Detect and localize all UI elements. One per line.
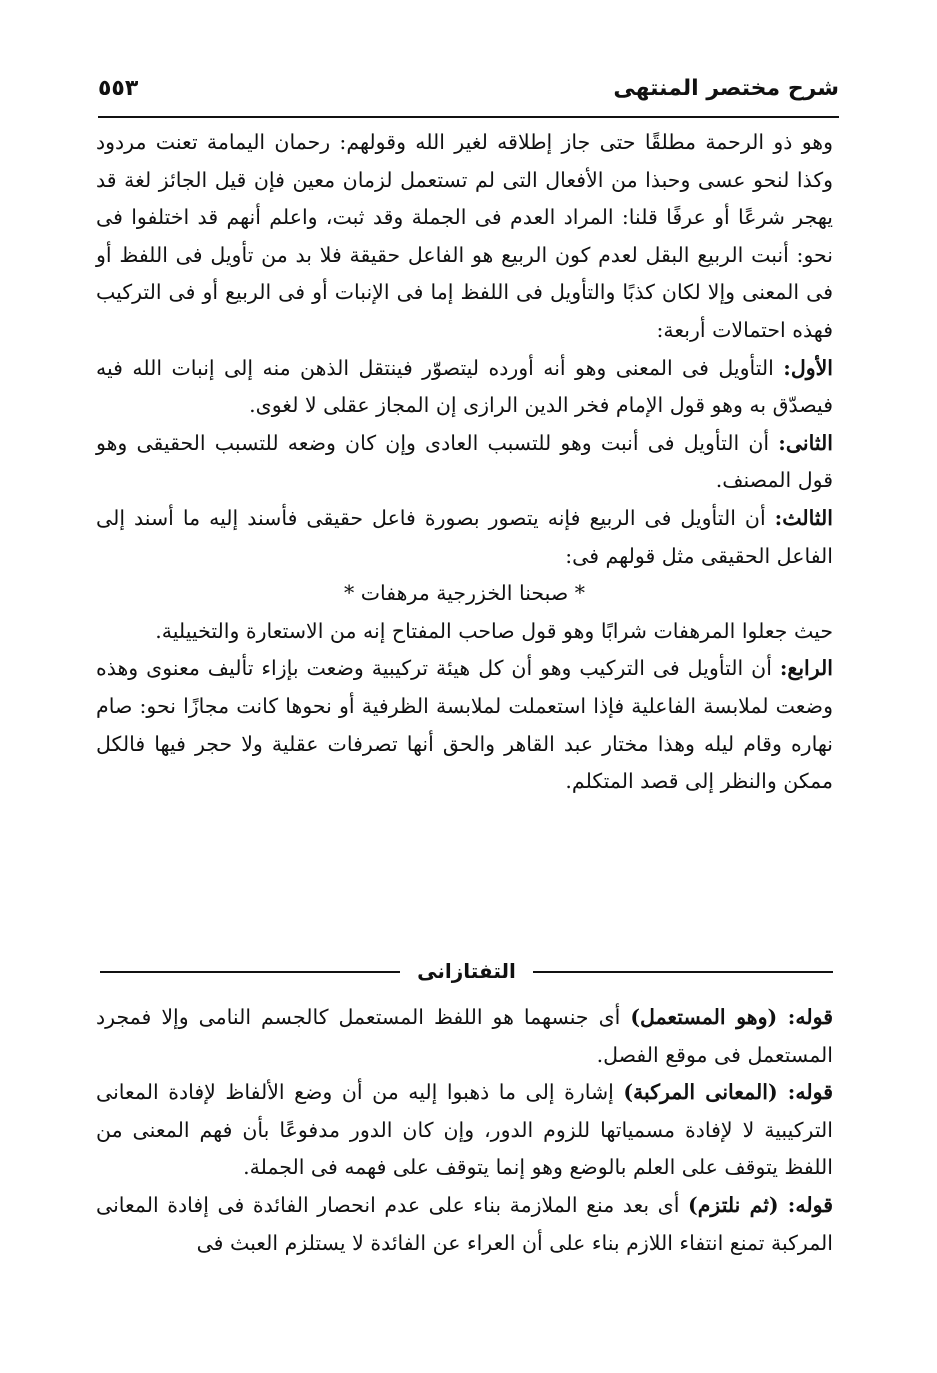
commentary-paragraph (96, 1187, 833, 1262)
commentary-title: التفتازانى (417, 959, 516, 983)
running-title: شرح مختصر المنتهى (613, 76, 839, 101)
paragraph-lead: الرابع: (779, 656, 833, 681)
paragraph (96, 650, 833, 800)
paragraph: حيث جعلوا المرهفات شرابًا وهو قول صاحب المفتاح إنه من الاستعارة والتخييلية. (155, 618, 833, 643)
main-text (96, 124, 833, 801)
commentary-lead: قوله: (المعانى المركبة) (623, 1080, 833, 1105)
commentary-paragraph (96, 1074, 833, 1187)
paragraph: وهو ذو الرحمة مطلقًا حتى جاز إطلاقه لغير الله وقولهم: رحمان اليمامة تعنت مردود وكذا لنحو عسى وحبذا من الأفعال التى لم تستعمل لزمان معين فإن قيل الجائز لغة قد يهجر شرعًا أو عرفًا قلنا: المراد العدم فى الجملة وقد ثبت، واعلم أنهم قد اختلفوا فى نحو: أنبت الربيع البقل لعدم كون الربيع هو الفاعل حقيقة فلا بد من تأويل فى اللفظ أو فى المعنى وإلا لكان كذبًا والتأويل فى اللفظ إما فى الإنبات أو فى الربيع أو فى التركيب فهذه احتمالات أربعة: (96, 130, 833, 342)
commentary-body: أى جنسهما هو اللفظ المستعمل كالجسم النامى وإلا فمجرد المستعمل فى موقع الفصل. (96, 1005, 833, 1067)
commentary-separator (100, 954, 833, 988)
paragraph-lead: الثانى: (778, 430, 833, 455)
paragraph-text: أن التأويل فى التركيب وهو أن كل هيئة تركيبية وضعت بإزاء تأليف معنوى وهذه وضعت لملابسة الفاعلية فإذا استعملت لملابسة الظرفية أو نحوها كانت مجازًا نحو: صام نهاره وقام ليله وهذا مختار عبد القاهر والحق أنها تصرفات عقلية ولا حجر فيها فالكل ممكن والنظر إلى قصد المتكلم. (96, 656, 833, 794)
page-header (98, 72, 839, 112)
page-number: ٥٥٣ (98, 76, 139, 101)
header-rule (98, 116, 839, 118)
commentary-text (96, 999, 833, 1262)
commentary-body: إشارة إلى ما ذهبوا إليه من أن وضع الألفاظ لإفادة المعانى التركيبية لا لإفادة مسمياتها للزوم الدور، وإن كان الدور مدفوعًا بأن فهم المعنى من اللفظ يتوقف على العلم بالوضع وهو إنما يتوقف على فهمه فى الجملة. (96, 1080, 833, 1180)
paragraph-text: التأويل فى المعنى وهو أنه أورده ليتصوّر فينتقل الذهن منه إلى إنبات الله فيه فيصدّق به وهو قول الإمام فخر الدين الرازى إن المجاز عقلى لا لغوى. (96, 355, 833, 418)
verse-line: * صبحنا الخزرجية مرهفات * (343, 581, 586, 606)
paragraph-lead: الثالث: (774, 505, 833, 530)
commentary-paragraph (96, 999, 833, 1074)
paragraph (96, 425, 833, 500)
paragraph (96, 500, 833, 575)
commentary-body: أى بعد منع الملازمة بناء على عدم انحصار الفائدة فى إفادة المعانى المركبة تمنع انتفاء اللازم بناء على أن العراء عن الفائدة لا يستلزم العبث فى (96, 1192, 833, 1255)
commentary-lead: قوله: (وهو المستعمل) (630, 1005, 833, 1029)
paragraph-lead: الأول: (783, 355, 833, 380)
paragraph-text: أن التأويل فى الربيع فإنه يتصور بصورة فاعل حقيقى فأسند إليه ما أسند إلى الفاعل الحقيقى مثل قولهم فى: (96, 505, 833, 568)
commentary-lead: قوله: (ثم نلتزم) (688, 1192, 834, 1217)
separator-line (100, 971, 400, 973)
paragraph (96, 350, 833, 425)
paragraph-text: أن التأويل فى أنبت وهو للتسبب العادى وإن كان وضعه للتسبب الحقيقى وهو قول المصنف. (96, 430, 833, 493)
